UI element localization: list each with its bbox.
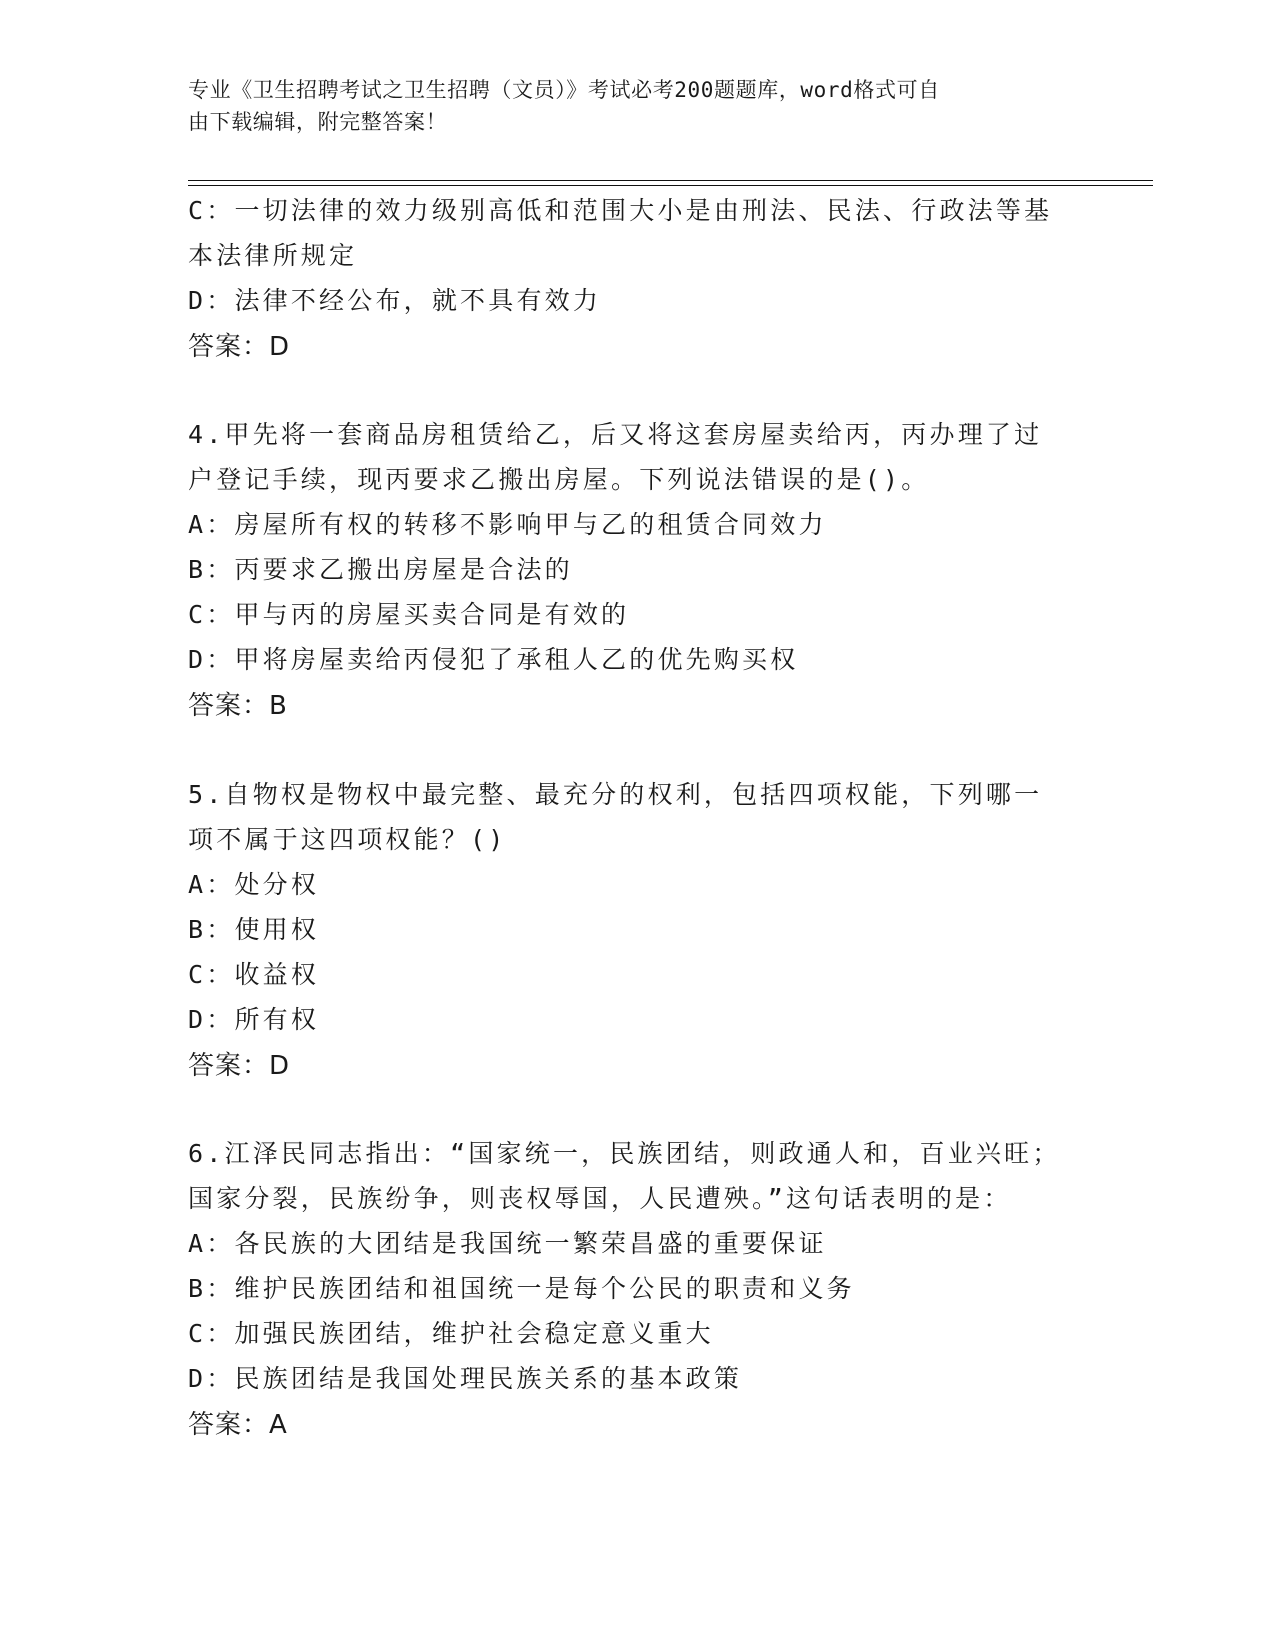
q4-stem-line-1: 4.甲先将一套商品房租赁给乙，后又将这套房屋卖给丙，丙办理了过 <box>188 420 1043 449</box>
q4-answer: 答案：B <box>188 691 288 721</box>
q4-option-d: D：甲将房屋卖给丙侵犯了承租人乙的优先购买权 <box>188 645 799 674</box>
q5-option-c: C：收益权 <box>188 960 320 989</box>
header-line-1: 专业《卫生招聘考试之卫生招聘（文员）》考试必考200题题库，word格式可自 <box>188 78 940 102</box>
q5-stem-line-1: 5.自物权是物权中最完整、最充分的权利，包括四项权能，下列哪一 <box>188 780 1043 809</box>
q6-option-a: A：各民族的大团结是我国统一繁荣昌盛的重要保证 <box>188 1229 827 1258</box>
header-line-2: 由下载编辑，附完整答案！ <box>188 110 448 134</box>
q4-option-a: A：房屋所有权的转移不影响甲与乙的租赁合同效力 <box>188 510 827 539</box>
header-divider-top <box>188 180 1153 181</box>
q6-option-d: D：民族团结是我国处理民族关系的基本政策 <box>188 1364 743 1393</box>
q5-option-a: A：处分权 <box>188 870 320 899</box>
q6-option-b: B：维护民族团结和祖国统一是每个公民的职责和义务 <box>188 1274 855 1303</box>
q5-stem-line-2: 项不属于这四项权能？() <box>188 825 507 854</box>
q5-answer: 答案：D <box>188 1051 291 1081</box>
q4-stem-line-2: 户登记手续，现丙要求乙搬出房屋。下列说法错误的是()。 <box>188 465 930 494</box>
q3-option-d: D：法律不经公布，就不具有效力 <box>188 286 602 315</box>
q6-option-c: C：加强民族团结，维护社会稳定意义重大 <box>188 1319 714 1348</box>
q5-option-b: B：使用权 <box>188 915 320 944</box>
q3-option-c-line-2: 本法律所规定 <box>188 241 358 270</box>
q6-answer: 答案：A <box>188 1410 288 1440</box>
q6-stem-line-1: 6.江泽民同志指出：“国家统一，民族团结，则政通人和，百业兴旺； <box>188 1139 1061 1168</box>
q3-option-c-line-1: C：一切法律的效力级别高低和范围大小是由刑法、民法、行政法等基 <box>188 196 1053 225</box>
q6-stem-line-2: 国家分裂，民族纷争，则丧权辱国，人民遭殃。”这句话表明的是： <box>188 1184 1012 1213</box>
q3-answer: 答案：D <box>188 332 291 362</box>
document-header <box>188 74 1068 138</box>
q4-option-b: B：丙要求乙搬出房屋是合法的 <box>188 555 573 584</box>
header-divider-bottom <box>188 185 1153 186</box>
q5-option-d: D：所有权 <box>188 1005 320 1034</box>
q4-option-c: C：甲与丙的房屋买卖合同是有效的 <box>188 600 630 629</box>
